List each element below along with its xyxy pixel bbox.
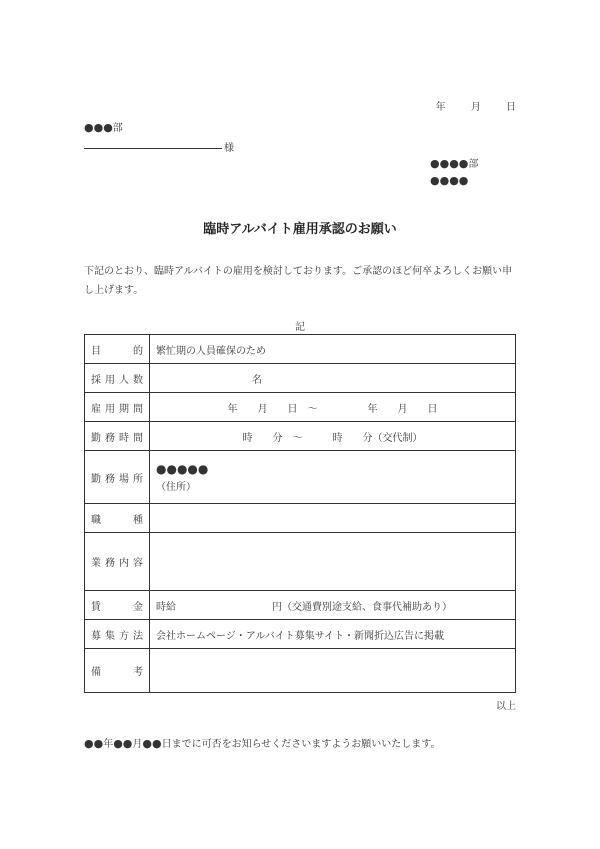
detail-table (84, 334, 516, 693)
headcount-value (150, 364, 516, 393)
row-headcount (85, 364, 516, 393)
period-label: 雇用期間 (85, 393, 150, 422)
recruit-label: 募集方法 (85, 620, 150, 649)
row-notes (85, 649, 516, 693)
row-location (85, 451, 516, 504)
closing-rest: 日までに可否をお知らせくださいますようお願いいたします。 (161, 739, 441, 750)
closing-year: 年 (103, 739, 114, 750)
date-month: 月 (470, 102, 481, 113)
location-address: （住所） (156, 481, 196, 493)
closing-month-dots: ●● (113, 737, 133, 750)
wage-value (150, 591, 516, 620)
document-title: 臨時アルバイト雇用承認のお願い (203, 222, 397, 237)
closing-line (84, 735, 441, 750)
recipient-honorific: 様 (224, 143, 234, 154)
sender-dept (430, 155, 478, 170)
notes-value (150, 649, 516, 693)
recipient-name-line (84, 148, 222, 149)
location-value (150, 451, 516, 504)
recruit-value: 会社ホームページ・アルバイト募集サイト・新聞折込広告に掲載 (150, 620, 516, 649)
sender-name: ●●●● (430, 174, 469, 187)
row-recruit (85, 620, 516, 649)
closing-year-dots: ●● (84, 737, 104, 750)
job-value (150, 504, 516, 533)
sender-dept-dots: ●●●● (430, 157, 469, 170)
hours-label: 勤務時間 (85, 422, 150, 451)
purpose-label: 目的 (85, 335, 150, 364)
job-label: 職種 (85, 504, 150, 533)
hours-value: 時 分 ～ 時 分（交代制） (150, 422, 516, 451)
duties-value (150, 533, 516, 591)
row-job (85, 504, 516, 533)
date-line (414, 98, 516, 113)
row-hours (85, 422, 516, 451)
period-value: 年 月 日 ～ 年 月 日 (150, 393, 516, 422)
ijo-marker: 以上 (496, 701, 516, 712)
row-period (85, 393, 516, 422)
recipient-dept-dots: ●●● (84, 121, 113, 134)
sender-dept-suffix: 部 (468, 159, 479, 170)
row-purpose (85, 335, 516, 364)
closing-month: 月 (132, 739, 143, 750)
recipient-dept (84, 119, 123, 134)
wage-label: 賃金 (85, 591, 150, 620)
headcount-label: 採用人数 (85, 364, 150, 393)
row-duties (85, 533, 516, 591)
location-name: ●●●●● (156, 461, 209, 476)
date-day: 日 (506, 102, 516, 113)
row-wage (85, 591, 516, 620)
purpose-value: 繁忙期の人員確保のため (150, 335, 516, 364)
recipient-dept-suffix: 部 (112, 123, 123, 134)
closing-day-dots: ●● (142, 737, 162, 750)
location-label: 勤務場所 (85, 451, 150, 504)
body-text: 下記のとおり、臨時アルバイトの雇用を検討しております。ご承認のほど何卒よろしくお願い申し上げます。 (84, 266, 513, 296)
headcount-unit: 名 (252, 374, 262, 386)
duties-label: 業務内容 (85, 533, 150, 591)
wage-prefix: 時給 (156, 601, 176, 613)
ki-marker: 記 (295, 322, 305, 333)
notes-label: 備考 (85, 649, 150, 693)
date-year: 年 (435, 102, 446, 113)
wage-suffix: 円（交通費別途支給、食事代補助あり） (272, 601, 452, 613)
